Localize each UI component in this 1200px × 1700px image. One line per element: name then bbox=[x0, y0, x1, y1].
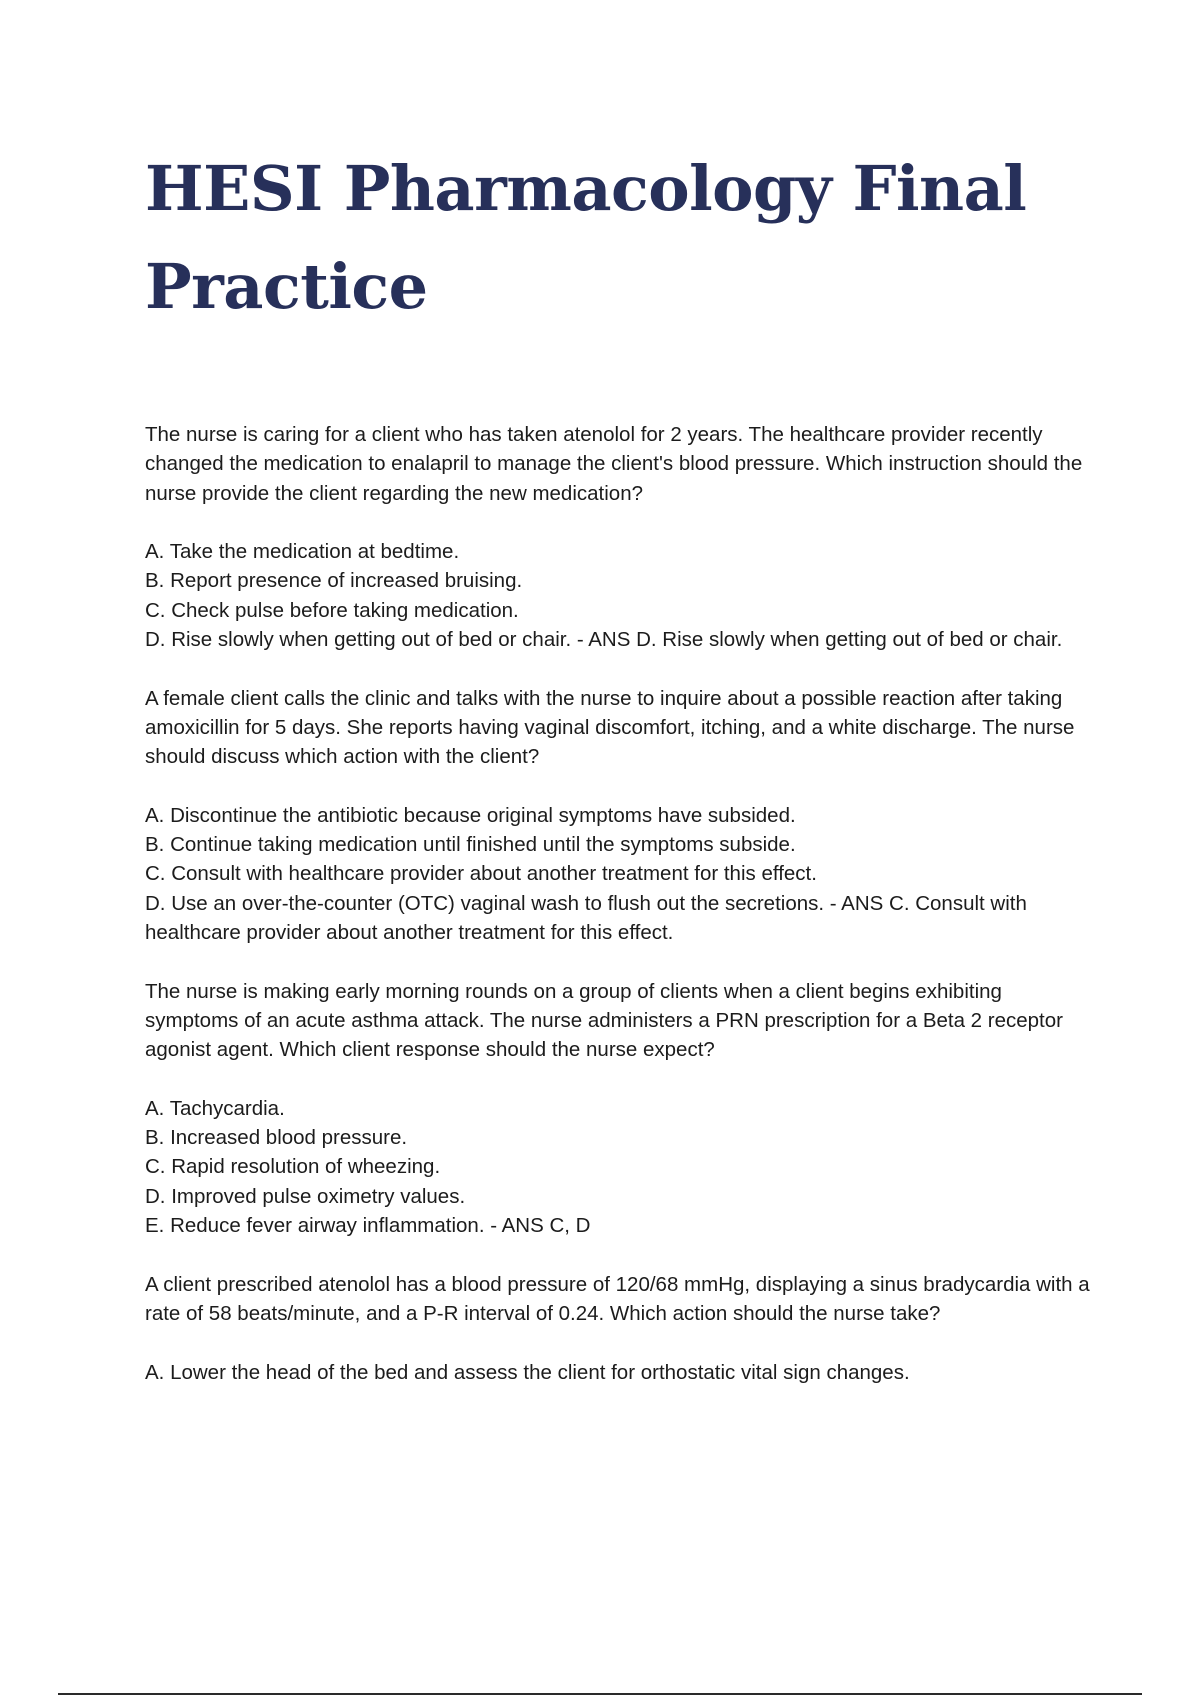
option: A. Lower the head of the bed and assess the client for orthostatic vital sign changes. bbox=[145, 1360, 910, 1384]
option: A. Discontinue the antibiotic because original symptoms have subsided. bbox=[145, 803, 796, 827]
option: D. Improved pulse oximetry values. bbox=[145, 1184, 466, 1208]
option: E. Reduce fever airway inflammation. - ANS C, D bbox=[145, 1214, 591, 1238]
option: B. Continue taking medication until finished until the symptoms subside. bbox=[145, 833, 796, 857]
page-bottom-divider bbox=[58, 1693, 1142, 1695]
option: B. Increased blood pressure. bbox=[145, 1126, 408, 1150]
question-4-options bbox=[145, 1358, 1095, 1387]
option: C. Consult with healthcare provider about another treatment for this effect. bbox=[145, 862, 817, 886]
question-4-stem: A client prescribed atenolol has a blood pressure of 120/68 mmHg, displaying a sinus bradycardia with a rate of 58 beats/minute, and a P-R interval of 0.24. Which action should the nurse take? bbox=[145, 1272, 1090, 1325]
question-3-stem: The nurse is making early morning rounds on a group of clients when a client begins exhibiting symptoms of an acute asthma attack. The nurse administers a PRN prescription for a Beta 2 receptor agonist agent. Which client response should the nurse expect? bbox=[145, 979, 1063, 1062]
option: B. Report presence of increased bruising. bbox=[145, 569, 523, 593]
option: A. Tachycardia. bbox=[145, 1096, 285, 1120]
option: D. Use an over-the-counter (OTC) vaginal wash to flush out the secretions. - ANS C. Consult with healthcare provider about another treatment for this effect. bbox=[145, 891, 1027, 945]
option: C. Rapid resolution of wheezing. bbox=[145, 1155, 441, 1179]
question-2-stem: A female client calls the clinic and talks with the nurse to inquire about a possible reaction after taking amoxicillin for 5 days. She reports having vaginal discomfort, itching, and a white discharge. The nurse should discuss which action with the client? bbox=[145, 686, 1075, 769]
option: A. Take the medication at bedtime. bbox=[145, 540, 460, 564]
question-1-stem: The nurse is caring for a client who has taken atenolol for 2 years. The healthcare provider recently changed the medication to enalapril to manage the client's blood pressure. Which instruction should the nurse provide the client regarding the new medication? bbox=[145, 423, 1083, 505]
question-3-options bbox=[145, 1094, 1095, 1240]
question-1-options bbox=[145, 537, 1095, 654]
question-2-options bbox=[145, 801, 1095, 947]
option: C. Check pulse before taking medication. bbox=[145, 598, 519, 622]
document-body bbox=[145, 420, 1095, 1416]
page-title: HESI Pharmacology Final Practice bbox=[145, 152, 1027, 323]
option: D. Rise slowly when getting out of bed or chair. - ANS D. Rise slowly when getting out of bed or chair. bbox=[145, 628, 1063, 652]
